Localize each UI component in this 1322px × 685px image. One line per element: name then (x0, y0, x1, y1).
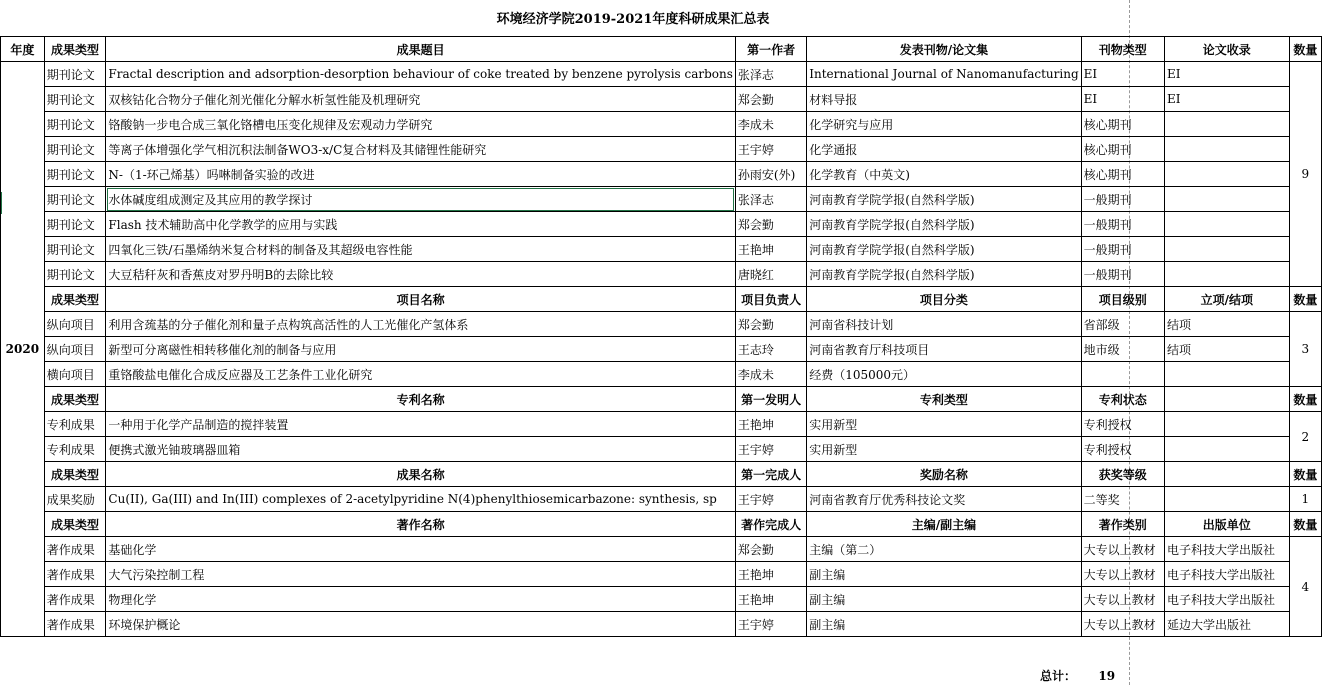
patents-header-6[interactable]: 数量 (1289, 387, 1321, 412)
books-cell-4[interactable]: 大专以上教材 (1081, 587, 1164, 612)
books-header-6[interactable]: 数量 (1289, 512, 1321, 537)
projects-cell-5[interactable]: 结项 (1164, 312, 1289, 337)
papers-header-0[interactable]: 成果类型 (44, 37, 106, 62)
patents-cell-0[interactable]: 专利成果 (44, 437, 106, 462)
papers-cell-3[interactable]: 化学教育（中英文) (807, 162, 1081, 187)
books-cell-5[interactable]: 延边大学出版社 (1164, 612, 1289, 637)
total-label: 总计： (1040, 669, 1077, 683)
papers-header-3[interactable]: 发表刊物/论文集 (807, 37, 1081, 62)
papers-cell-3[interactable]: 河南教育学院学报(自然科学版) (807, 262, 1081, 287)
papers-cell-3[interactable]: 化学研究与应用 (807, 112, 1081, 137)
papers-row (1, 262, 1322, 287)
projects-header-1[interactable]: 项目名称 (106, 287, 736, 312)
papers-cell-0[interactable]: 期刊论文 (44, 262, 106, 287)
projects-cell-3[interactable]: 河南省教育厅科技项目 (807, 337, 1081, 362)
patents-row (1, 412, 1322, 437)
papers-cell-0[interactable]: 期刊论文 (44, 162, 106, 187)
books-cell-1[interactable]: 大气污染控制工程 (106, 562, 736, 587)
projects-row (1, 337, 1322, 362)
patents-cell-5[interactable] (1164, 437, 1289, 462)
papers-cell-1[interactable]: 四氧化三铁/石墨烯纳米复合材料的制备及其超级电容性能 (106, 237, 736, 262)
books-cell-4[interactable]: 大专以上教材 (1081, 562, 1164, 587)
projects-cell-4[interactable]: 地市级 (1081, 337, 1164, 362)
projects-cell-3[interactable]: 经费（105000元） (807, 362, 1081, 387)
books-cell-1[interactable]: 基础化学 (106, 537, 736, 562)
patents-header-1[interactable]: 专利名称 (106, 387, 736, 412)
books-row (1, 612, 1322, 637)
papers-cell-3[interactable]: 材料导报 (807, 87, 1081, 112)
papers-cell-5[interactable]: EI (1164, 87, 1289, 112)
awards-cell-2[interactable]: 王宇婷 (735, 487, 806, 512)
papers-cell-3[interactable]: International Journal of Nanomanufacturing (807, 62, 1081, 87)
books-cell-1[interactable]: 物理化学 (106, 587, 736, 612)
papers-cell-5[interactable]: EI (1164, 62, 1289, 87)
projects-cell-4[interactable] (1081, 362, 1164, 387)
books-cell-2[interactable]: 王艳坤 (735, 562, 806, 587)
awards-header-2[interactable]: 第一完成人 (735, 462, 806, 487)
papers-cell-2[interactable]: 孙雨安(外) (735, 162, 806, 187)
papers-cell-3[interactable]: 河南教育学院学报(自然科学版) (807, 187, 1081, 212)
patents-row (1, 437, 1322, 462)
books-cell-4[interactable]: 大专以上教材 (1081, 537, 1164, 562)
books-cell-1[interactable]: 环境保护概论 (106, 612, 736, 637)
books-row (1, 562, 1322, 587)
papers-cell-2[interactable]: 郑会勤 (735, 87, 806, 112)
awards-header-1[interactable]: 成果名称 (106, 462, 736, 487)
sheet-title: 环境经济学院2019-2021年度科研成果汇总表 (496, 12, 770, 27)
papers-header-4[interactable]: 刊物类型 (1081, 37, 1164, 62)
papers-row (1, 87, 1322, 112)
awards-count[interactable]: 1 (1289, 487, 1321, 512)
papers-cell-0[interactable]: 期刊论文 (44, 137, 106, 162)
projects-cell-1[interactable]: 利用含巯基的分子催化剂和量子点构筑高活性的人工光催化产氢体系 (106, 312, 736, 337)
books-count[interactable]: 4 (1289, 537, 1321, 637)
awards-cell-4[interactable]: 二等奖 (1081, 487, 1164, 512)
papers-cell-2[interactable]: 王艳坤 (735, 237, 806, 262)
papers-cell-3[interactable]: 化学通报 (807, 137, 1081, 162)
papers-row (1, 137, 1322, 162)
projects-cell-2[interactable]: 王志玲 (735, 337, 806, 362)
books-header-4[interactable]: 著作类别 (1081, 512, 1164, 537)
papers-cell-4[interactable]: 核心期刊 (1081, 162, 1164, 187)
projects-count[interactable]: 3 (1289, 312, 1321, 387)
patents-cell-5[interactable] (1164, 412, 1289, 437)
books-cell-5[interactable]: 电子科技大学出版社 (1164, 537, 1289, 562)
papers-cell-1[interactable]: 等离子体增强化学气相沉积法制备WO3-x/C复合材料及其储锂性能研究 (106, 137, 736, 162)
awards-cell-3[interactable]: 河南省教育厅优秀科技论文奖 (807, 487, 1081, 512)
papers-cell-2[interactable]: 王宇婷 (735, 137, 806, 162)
books-header-row (1, 512, 1322, 537)
papers-cell-2[interactable]: 郑会勤 (735, 212, 806, 237)
papers-cell-3[interactable]: 河南教育学院学报(自然科学版) (807, 237, 1081, 262)
awards-header-3[interactable]: 奖励名称 (807, 462, 1081, 487)
papers-cell-2[interactable]: 张泽志 (735, 62, 806, 87)
papers-header-2[interactable]: 第一作者 (735, 37, 806, 62)
books-header-0[interactable]: 成果类型 (44, 512, 106, 537)
summary-table (0, 36, 1322, 637)
awards-header-5[interactable] (1164, 462, 1289, 487)
projects-header-4[interactable]: 项目级别 (1081, 287, 1164, 312)
papers-cell-0[interactable]: 期刊论文 (44, 62, 106, 87)
books-cell-0[interactable]: 著作成果 (44, 587, 106, 612)
patents-cell-1[interactable]: 便携式激光铀玻璃器皿箱 (106, 437, 736, 462)
awards-cell-5[interactable] (1164, 487, 1289, 512)
patents-cell-2[interactable]: 王宇婷 (735, 437, 806, 462)
projects-header-2[interactable]: 项目负责人 (735, 287, 806, 312)
papers-count[interactable]: 9 (1289, 62, 1321, 287)
papers-cell-4[interactable]: 一般期刊 (1081, 212, 1164, 237)
papers-cell-5[interactable] (1164, 212, 1289, 237)
papers-cell-0[interactable]: 期刊论文 (44, 212, 106, 237)
projects-cell-0[interactable]: 横向项目 (44, 362, 106, 387)
awards-header-row (1, 462, 1322, 487)
awards-header-6[interactable]: 数量 (1289, 462, 1321, 487)
projects-header-row (1, 287, 1322, 312)
papers-cell-4[interactable]: EI (1081, 62, 1164, 87)
papers-cell-4[interactable]: EI (1081, 87, 1164, 112)
books-header-2[interactable]: 著作完成人 (735, 512, 806, 537)
projects-cell-2[interactable]: 李成未 (735, 362, 806, 387)
patents-header-row (1, 387, 1322, 412)
papers-cell-1[interactable]: Flash 技术辅助高中化学教学的应用与实践 (106, 212, 736, 237)
projects-cell-0[interactable]: 纵向项目 (44, 312, 106, 337)
papers-cell-0[interactable]: 期刊论文 (44, 237, 106, 262)
papers-cell-5[interactable] (1164, 262, 1289, 287)
books-cell-3[interactable]: 主编（第二） (807, 537, 1081, 562)
papers-cell-4[interactable]: 一般期刊 (1081, 262, 1164, 287)
papers-cell-5[interactable] (1164, 137, 1289, 162)
patents-cell-0[interactable]: 专利成果 (44, 412, 106, 437)
papers-cell-1[interactable]: Fractal description and adsorption-desorption behaviour of coke treated by benzene pyrolysis carbons (106, 62, 736, 87)
books-cell-5[interactable]: 电子科技大学出版社 (1164, 587, 1289, 612)
books-cell-4[interactable]: 大专以上教材 (1081, 612, 1164, 637)
papers-cell-1[interactable]: 大豆秸秆灰和香蕉皮对罗丹明B的去除比较 (106, 262, 736, 287)
papers-cell-4[interactable]: 一般期刊 (1081, 187, 1164, 212)
patents-header-3[interactable]: 专利类型 (807, 387, 1081, 412)
projects-cell-4[interactable]: 省部级 (1081, 312, 1164, 337)
books-cell-3[interactable]: 副主编 (807, 587, 1081, 612)
papers-row (1, 62, 1322, 87)
projects-header-3[interactable]: 项目分类 (807, 287, 1081, 312)
papers-cell-4[interactable]: 一般期刊 (1081, 237, 1164, 262)
papers-cell-5[interactable] (1164, 237, 1289, 262)
papers-cell-2[interactable]: 张泽志 (735, 187, 806, 212)
projects-cell-1[interactable]: 重铬酸盐电催化合成反应器及工艺条件工业化研究 (106, 362, 736, 387)
projects-cell-0[interactable]: 纵向项目 (44, 337, 106, 362)
books-row (1, 587, 1322, 612)
papers-header-5[interactable]: 论文收录 (1164, 37, 1289, 62)
papers-row (1, 212, 1322, 237)
papers-cell-1[interactable]: 水体碱度组成测定及其应用的教学探讨 (106, 187, 736, 212)
books-cell-2[interactable]: 王艳坤 (735, 587, 806, 612)
projects-row (1, 362, 1322, 387)
patents-cell-2[interactable]: 王艳坤 (735, 412, 806, 437)
papers-cell-5[interactable] (1164, 162, 1289, 187)
projects-cell-5[interactable]: 结项 (1164, 337, 1289, 362)
papers-row (1, 162, 1322, 187)
patents-count[interactable]: 2 (1289, 412, 1321, 462)
patents-header-2[interactable]: 第一发明人 (735, 387, 806, 412)
awards-row (1, 487, 1322, 512)
papers-cell-0[interactable]: 期刊论文 (44, 87, 106, 112)
patents-header-4[interactable]: 专利状态 (1081, 387, 1164, 412)
patents-cell-1[interactable]: 一种用于化学产品制造的搅拌装置 (106, 412, 736, 437)
projects-cell-3[interactable]: 河南省科技计划 (807, 312, 1081, 337)
papers-cell-4[interactable]: 核心期刊 (1081, 137, 1164, 162)
patents-cell-4[interactable]: 专利授权 (1081, 412, 1164, 437)
awards-cell-0[interactable]: 成果奖励 (44, 487, 106, 512)
papers-cell-0[interactable]: 期刊论文 (44, 112, 106, 137)
patents-header-0[interactable]: 成果类型 (44, 387, 106, 412)
papers-cell-5[interactable] (1164, 187, 1289, 212)
papers-cell-0[interactable]: 期刊论文 (44, 187, 106, 212)
papers-cell-1[interactable]: 铬酸钠一步电合成三氧化铬槽电压变化规律及宏观动力学研究 (106, 112, 736, 137)
books-cell-0[interactable]: 著作成果 (44, 562, 106, 587)
projects-header-5[interactable]: 立项/结项 (1164, 287, 1289, 312)
projects-cell-2[interactable]: 郑会勤 (735, 312, 806, 337)
books-cell-0[interactable]: 著作成果 (44, 537, 106, 562)
books-cell-2[interactable]: 郑会勤 (735, 537, 806, 562)
papers-cell-4[interactable]: 核心期刊 (1081, 112, 1164, 137)
total-value: 19 (1098, 669, 1116, 683)
projects-row (1, 312, 1322, 337)
projects-header-0[interactable]: 成果类型 (44, 287, 106, 312)
books-header-3[interactable]: 主编/副主编 (807, 512, 1081, 537)
awards-cell-1[interactable]: Cu(II), Ga(III) and In(III) complexes of 2-acetylpyridine N(4)phenylthiosemicarbazone: synthesis, sp (106, 487, 736, 512)
patents-header-5[interactable] (1164, 387, 1289, 412)
papers-cell-2[interactable]: 唐晓红 (735, 262, 806, 287)
awards-header-4[interactable]: 获奖等级 (1081, 462, 1164, 487)
projects-cell-1[interactable]: 新型可分离磁性相转移催化剂的制备与应用 (106, 337, 736, 362)
papers-cell-1[interactable]: N-（1-环己烯基）吗啉制备实验的改进 (106, 162, 736, 187)
papers-cell-2[interactable]: 李成未 (735, 112, 806, 137)
year-header[interactable]: 年度 (1, 37, 45, 62)
books-cell-0[interactable]: 著作成果 (44, 612, 106, 637)
patents-cell-3[interactable]: 实用新型 (807, 412, 1081, 437)
books-row (1, 537, 1322, 562)
patents-cell-3[interactable]: 实用新型 (807, 437, 1081, 462)
awards-header-0[interactable]: 成果类型 (44, 462, 106, 487)
books-cell-3[interactable]: 副主编 (807, 562, 1081, 587)
books-cell-5[interactable]: 电子科技大学出版社 (1164, 562, 1289, 587)
books-cell-3[interactable]: 副主编 (807, 612, 1081, 637)
papers-cell-3[interactable]: 河南教育学院学报(自然科学版) (807, 212, 1081, 237)
papers-cell-1[interactable]: 双核钴化合物分子催化剂光催化分解水析氢性能及机理研究 (106, 87, 736, 112)
papers-cell-5[interactable] (1164, 112, 1289, 137)
projects-header-6[interactable]: 数量 (1289, 287, 1321, 312)
papers-header-row (1, 37, 1322, 62)
papers-header-1[interactable]: 成果题目 (106, 37, 736, 62)
papers-row (1, 237, 1322, 262)
books-cell-2[interactable]: 王宇婷 (735, 612, 806, 637)
patents-cell-4[interactable]: 专利授权 (1081, 437, 1164, 462)
papers-row (1, 112, 1322, 137)
year-cell[interactable]: 2020 (1, 62, 45, 637)
books-header-1[interactable]: 著作名称 (106, 512, 736, 537)
papers-row (1, 187, 1322, 212)
books-header-5[interactable]: 出版单位 (1164, 512, 1289, 537)
papers-header-6[interactable]: 数量 (1289, 37, 1321, 62)
projects-cell-5[interactable] (1164, 362, 1289, 387)
total-line (1040, 667, 1115, 684)
